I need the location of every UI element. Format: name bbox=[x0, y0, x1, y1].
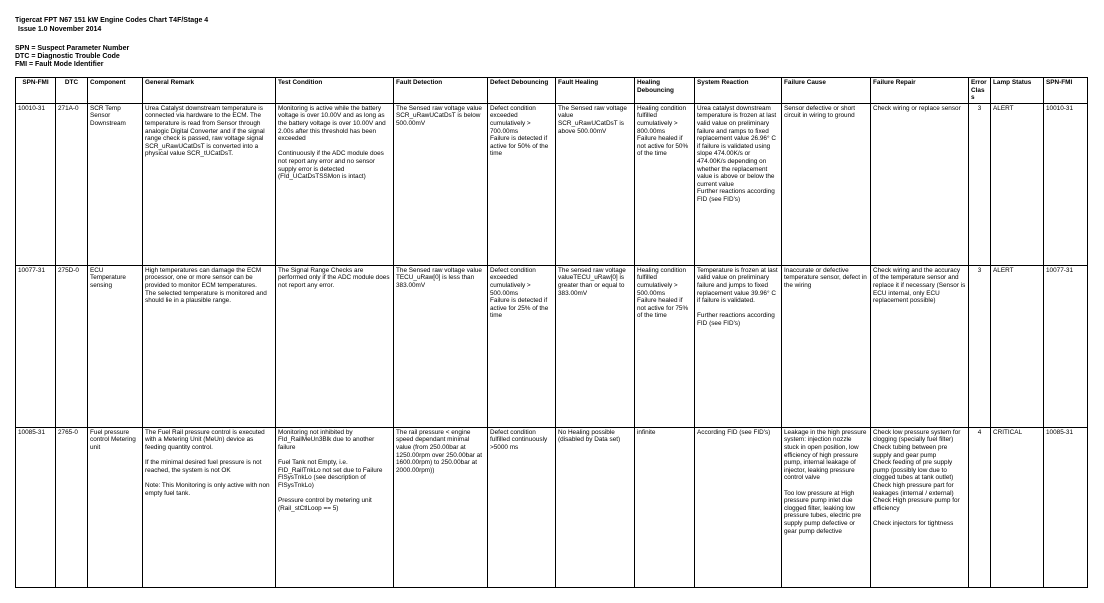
col-header: General Remark bbox=[143, 78, 276, 104]
cell-defect-debouncing bbox=[488, 265, 556, 427]
cell-spn-fmi: 10077-31 bbox=[16, 265, 56, 427]
cell-healing-debouncing bbox=[635, 427, 695, 587]
col-header: Failure Cause bbox=[782, 78, 871, 104]
cell-defect-debouncing bbox=[488, 103, 556, 265]
engine-codes-table bbox=[15, 77, 1088, 588]
cell-fault-healing: No Healing possible (disabled by Data set) bbox=[556, 427, 635, 587]
col-header: Component bbox=[88, 78, 143, 104]
defect-debouncing-text: Defect condition fulfilled continuously >5000 ms bbox=[490, 428, 548, 451]
col-header: Fault Detection bbox=[394, 78, 488, 104]
cell-system-reaction bbox=[695, 265, 782, 427]
cell-lamp-status: ALERT bbox=[991, 103, 1044, 265]
system-reaction-text: Temperature is frozen at last valid value on preliminary failure and jumps to fixed replacement value 39.96° C if failure is validated. Further reactions according FID (see FID's) bbox=[697, 266, 778, 327]
failure-repair-text: Check wiring or replace sensor bbox=[873, 104, 961, 112]
table-row bbox=[16, 265, 1088, 427]
healing-debouncing-text: Healing condition fulfilled cumulatively > 500.00ms Failure healed if not active for 75% of the time bbox=[637, 266, 689, 320]
table-row bbox=[16, 427, 1088, 587]
cell-spn-fmi-end: 10085-31 bbox=[1044, 427, 1088, 587]
cell-component: ECU Temperature sensing bbox=[88, 265, 143, 427]
healing-debouncing-text: Healing condition fulfilled cumulatively > 800.00ms Failure healed if not active for 50% of the time bbox=[637, 104, 689, 158]
general-remark-text: The Fuel Rail pressure control is executed with a Metering Unit (MeUn) device as feeding quantity control. If the minimal desired fuel pressure is not reached, the system is not OK Note: This Monitoring is only active with non empty fuel tank. bbox=[145, 428, 270, 497]
cell-general-remark bbox=[143, 427, 276, 587]
document-title: Tigercat FPT N67 151 kW Engine Codes Chart T4F/Stage 4 bbox=[15, 17, 209, 24]
system-reaction-text: Urea catalyst downstream temperature is frozen at last valid value on preliminary failure and ramps to fixed replacement value 26.96° C if failure is validated using slope 474.00K/s or 474.00K/s depending on whether the replacement value is above or below the current value Further reactions according FID (see FID's) bbox=[697, 104, 777, 203]
cell-failure-cause bbox=[782, 103, 871, 265]
col-header: System Reaction bbox=[695, 78, 782, 104]
test-condition-text: Monitoring is active while the battery voltage is over 10.00V and as long as the battery voltage is over 10.00V and 2.00s after this threshold has been exceeded Continuously if the ADC module does not report any error and no sensor supply error is detected (FId_UCatDsTSSMon is intact) bbox=[278, 104, 386, 181]
system-reaction-text: According FID (see FID's) bbox=[697, 428, 771, 436]
defect-debouncing-text: Defect condition exceeded cumulatively > 700.00ms Failure is detected if active for 50% of the time bbox=[490, 104, 549, 158]
cell-failure-repair bbox=[871, 103, 969, 265]
test-condition-text: Monitoring not inhibited by FId_RailMeUn3Blk due to another failure Fuel Tank not Empty, i.e. FID_RailTnkLo not set due to Failure FlSysTnkLo (see description of FlSysTnkLo) Pressure control by metering unit (Rail_stCtlLoop == 5) bbox=[278, 428, 383, 512]
failure-repair-text: Check low pressure system for clogging (specially fuel filter) Check tubing between pre supply and gear pump Check feeding of pre supply pump (possibly low due to clogged tubes at tank outlet) Check high pressure part for leakages (internal / external) Check High pressure pump for efficiency Check injectors for tightness bbox=[873, 428, 961, 527]
cell-failure-cause bbox=[782, 427, 871, 587]
col-header: Lamp Status bbox=[991, 78, 1044, 104]
col-header: Test Condition bbox=[276, 78, 394, 104]
cell-test-condition bbox=[276, 427, 394, 587]
cell-spn-fmi: 10085-31 bbox=[16, 427, 56, 587]
cell-spn-fmi-end: 10010-31 bbox=[1044, 103, 1088, 265]
cell-test-condition bbox=[276, 265, 394, 427]
failure-cause-text: Leakage in the high pressure system: injection nozzle stuck in open position, low efficiency of high pressure pump, internal leakage of injector, leaking pressure control valve Too low pressure at High pressure pump inlet due clogged filter, leaking low pressure tubes, electric pre supply pump defective or gear pump defective bbox=[784, 428, 867, 535]
cell-healing-debouncing bbox=[635, 265, 695, 427]
cell-general-remark bbox=[143, 103, 276, 265]
legend-dtc: DTC = Diagnostic Trouble Code bbox=[15, 53, 120, 60]
col-header: Fault Healing bbox=[556, 78, 635, 104]
healing-debouncing-text: infinite bbox=[637, 428, 656, 436]
cell-fault-detection: The Sensed raw voltage value SCR_uRawUCatDsT is below 500.00mV bbox=[394, 103, 488, 265]
cell-test-condition bbox=[276, 103, 394, 265]
abbreviation-legend bbox=[15, 45, 129, 69]
cell-failure-repair bbox=[871, 265, 969, 427]
cell-lamp-status: ALERT bbox=[991, 265, 1044, 427]
document-issue: Issue 1.0 November 2014 bbox=[18, 26, 102, 33]
defect-debouncing-text: Defect condition exceeded cumulatively > 500.00ms Failure is detected if active for 25% of the time bbox=[490, 266, 549, 320]
legend-fmi: FMI = Fault Mode Identifier bbox=[15, 61, 104, 68]
cell-lamp-status: CRITICAL bbox=[991, 427, 1044, 587]
cell-failure-cause bbox=[782, 265, 871, 427]
legend-spn: SPN = Suspect Parameter Number bbox=[15, 45, 130, 52]
test-condition-text: The Signal Range Checks are performed only if the ADC module does not report any error. bbox=[278, 266, 390, 289]
cell-error-class: 3 bbox=[969, 103, 991, 265]
col-header: DTC bbox=[56, 78, 88, 104]
col-header: SPN-FMI bbox=[16, 78, 56, 104]
cell-component: SCR Temp Sensor Downstream bbox=[88, 103, 143, 265]
col-header: Failure Repair bbox=[871, 78, 969, 104]
cell-defect-debouncing bbox=[488, 427, 556, 587]
cell-fault-healing: The sensed raw voltage valueTECU_uRaw[0] is greater than or equal to 383.00mV bbox=[556, 265, 635, 427]
table-row bbox=[16, 103, 1088, 265]
failure-repair-text: Check wiring and the accuracy of the temperature sensor and replace it if necessary (Sensor is ECU internal, only ECU replacement possible) bbox=[873, 266, 966, 305]
cell-spn-fmi: 10010-31 bbox=[16, 103, 56, 265]
cell-dtc: 2765-0 bbox=[56, 427, 88, 587]
cell-dtc: 275D-0 bbox=[56, 265, 88, 427]
cell-failure-repair bbox=[871, 427, 969, 587]
col-header: Error Class bbox=[969, 78, 991, 104]
cell-system-reaction bbox=[695, 103, 782, 265]
cell-dtc: 271A-0 bbox=[56, 103, 88, 265]
document-header bbox=[15, 16, 208, 34]
table-header-row bbox=[16, 78, 1088, 104]
failure-cause-text: Inaccurate or defective temperature sensor, defect in the wiring bbox=[784, 266, 867, 289]
cell-general-remark bbox=[143, 265, 276, 427]
cell-fault-detection: The rail pressure < engine speed dependant minimal value (from 250.00bar at 1250.00rpm over 250.00bar at 1600.00rpm) to 250.00bar at 2000.00rpm)) bbox=[394, 427, 488, 587]
cell-error-class: 3 bbox=[969, 265, 991, 427]
cell-system-reaction bbox=[695, 427, 782, 587]
cell-fault-healing: The Sensed raw voltage value SCR_uRawUCatDsT is above 500.00mV bbox=[556, 103, 635, 265]
general-remark-text: High temperatures can damage the ECM processor, one or more sensor can be provided to monitor ECM temperatures. The selected temperature is monitored and should lie in a plausible range. bbox=[145, 266, 267, 305]
failure-cause-text: Sensor defective or short circuit in wiring to ground bbox=[784, 104, 856, 120]
cell-healing-debouncing bbox=[635, 103, 695, 265]
col-header: SPN-FMI bbox=[1044, 78, 1088, 104]
general-remark-text: Urea Catalyst downstream temperature is connected via hardware to the ECM. The temperature is read from Sensor through analogic Digital Converter and if the signal range check is passed, raw voltage signal SCR_uRawUCatDsT is converted into a physical value SCR_tUCatDsT. bbox=[145, 104, 265, 158]
cell-fault-detection: The Sensed raw voltage value TECU_uRaw[0] is less than 383.00mV bbox=[394, 265, 488, 427]
cell-component: Fuel pressure control Metering unit bbox=[88, 427, 143, 587]
cell-spn-fmi-end: 10077-31 bbox=[1044, 265, 1088, 427]
cell-error-class: 4 bbox=[969, 427, 991, 587]
col-header: Healing Debouncing bbox=[635, 78, 695, 104]
col-header: Defect Debouncing bbox=[488, 78, 556, 104]
